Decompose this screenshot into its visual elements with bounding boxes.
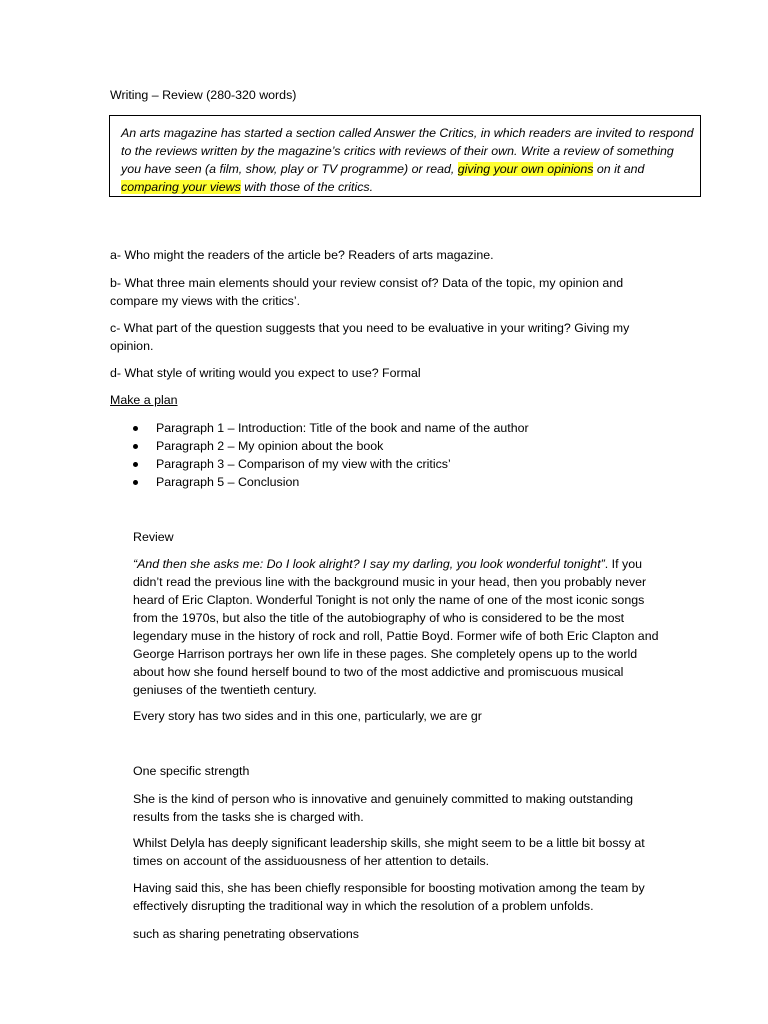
- strength-heading: One specific strength: [133, 764, 250, 778]
- plan-heading: Make a plan: [110, 393, 178, 407]
- task-text: with those of the critics.: [240, 180, 374, 194]
- plan-item: Paragraph 1 – Introduction: Title of the book and name of the author: [130, 419, 529, 437]
- question-d: d- What style of writing would you expect to use? Formal: [110, 366, 421, 380]
- task-text: on it and: [593, 162, 645, 176]
- plan-item: Paragraph 5 – Conclusion: [130, 473, 529, 491]
- review-heading: Review: [133, 530, 174, 544]
- strength-paragraph-4: such as sharing penetrating observations: [133, 927, 359, 941]
- task-prompt-box: [109, 115, 701, 197]
- strength-paragraph-1: She is the kind of person who is innovative and genuinely committed to making outstanding results from the tasks she is charged with.: [133, 792, 634, 824]
- question-b: b- What three main elements should your review consist of? Data of the topic, my opinion and compare my views with the critics’.: [110, 276, 624, 308]
- review-paragraph-2: Every story has two sides and in this one, particularly, we are gr: [133, 709, 482, 723]
- plan-item: Paragraph 3 – Comparison of my view with the critics’: [130, 455, 529, 473]
- document-title: Writing – Review (280-320 words): [110, 88, 297, 102]
- task-text: An arts magazine has started a section called Answer the Critics, in which readers are invited to respond to the reviews written by the magazine’s critics with reviews of their own. Write a review of something you have seen (a film, show, play or TV programme) or read,: [121, 126, 694, 176]
- highlight-own-opinions: giving your own opinions: [457, 162, 594, 176]
- strength-paragraph-2: Whilst Delyla has deeply significant leadership skills, she might seem to be a little bit bossy at times on account of the assiduousness of her attention to details.: [133, 836, 645, 868]
- review-quote: “And then she asks me: Do I look alright? I say my darling, you look wonderful tonight”: [133, 557, 605, 571]
- strength-paragraph-3: Having said this, she has been chiefly responsible for boosting motivation among the team by effectively disrupting the traditional way in which the resolution of a problem unfolds.: [133, 881, 645, 913]
- review-paragraph: [133, 555, 663, 699]
- highlight-comparing-views: comparing your views: [121, 180, 241, 194]
- review-body: . If you didn’t read the previous line with the background music in your head, then you probably never heard of Eric Clapton. Wonderful Tonight is not only the name of one of the most iconic songs from the 1970s, but also the title of the autobiography of who is considered to be the most legendary muse in the history of rock and roll, Pattie Boyd. Former wife of both Eric Clapton and George Harrison portrays her own life in these pages. She completely opens up to the world about how she found herself bound to two of the most addictive and promiscuous musical geniuses of the twentieth century.: [133, 557, 659, 697]
- question-a: a- Who might the readers of the article be? Readers of arts magazine.: [110, 248, 494, 262]
- plan-item: Paragraph 2 – My opinion about the book: [130, 437, 529, 455]
- plan-list: [130, 419, 529, 491]
- question-c: c- What part of the question suggests that you need to be evaluative in your writing? Giving my opinion.: [110, 321, 630, 353]
